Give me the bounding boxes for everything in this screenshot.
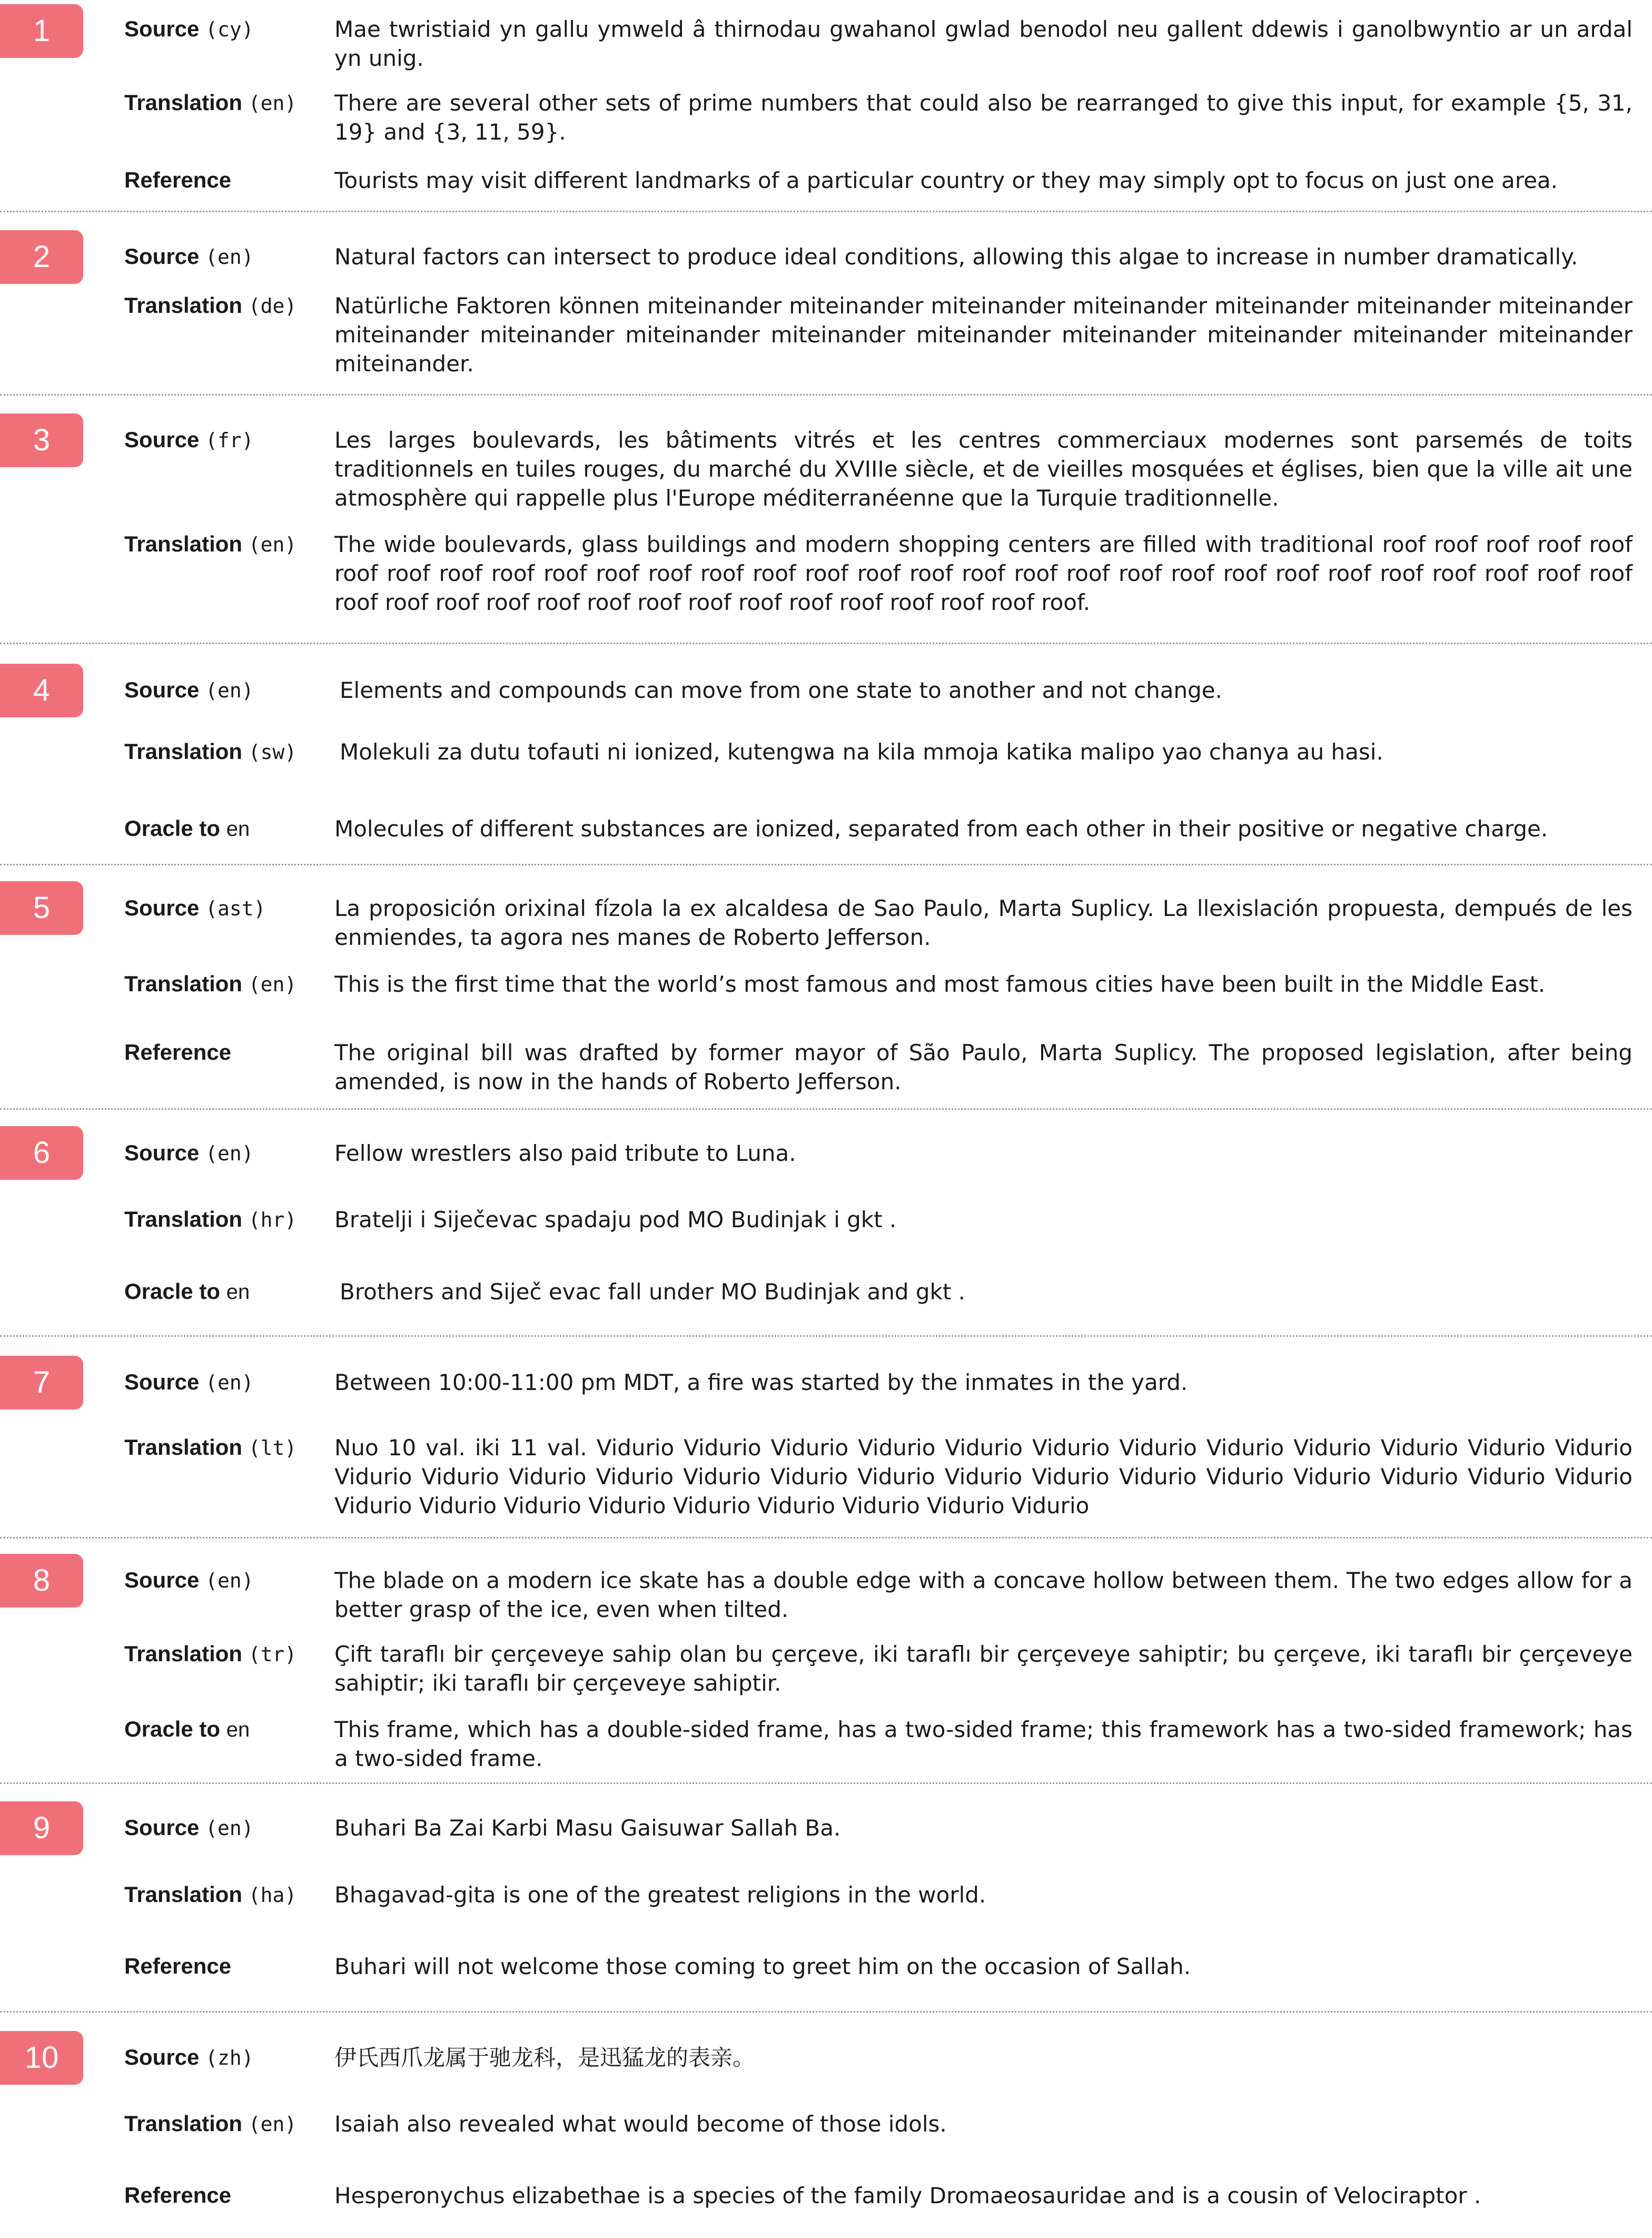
language-code: (en) xyxy=(205,1817,254,1840)
entry-number-badge: 8 xyxy=(0,1554,83,1608)
oracle-text: Brothers and Siječ evac fall under MO Budinjak and gkt . xyxy=(340,1279,965,1305)
row-label: Source (en) xyxy=(124,1567,254,1592)
language-code: (tr) xyxy=(248,1643,297,1666)
language-code: en xyxy=(226,817,250,841)
entry-divider xyxy=(0,394,1652,396)
entry-number-badge: 10 xyxy=(0,2031,83,2085)
language-code: (de) xyxy=(248,294,297,318)
entry-number-badge: 2 xyxy=(0,230,83,284)
language-code: (en) xyxy=(205,679,254,702)
reference-text: Hesperonychus elizabethae is a species of the family Dromaeosauridae and is a cousin of Velociraptor . xyxy=(334,2183,1481,2209)
entry-number-badge: 9 xyxy=(0,1801,83,1855)
language-code: (ast) xyxy=(205,897,266,920)
entry-divider xyxy=(0,1782,1652,1784)
entry-divider xyxy=(0,211,1652,212)
row-label: Oracle to en xyxy=(124,1717,250,1741)
language-code: (fr) xyxy=(205,429,254,452)
row-label: Source (en) xyxy=(124,677,254,702)
row-label: Translation (lt) xyxy=(124,1435,297,1460)
source-text: Elements and compounds can move from one state to another and not change. xyxy=(340,677,1223,703)
language-code: en xyxy=(226,1280,250,1304)
row-label: Translation (ha) xyxy=(124,1882,297,1907)
row-label: Source (fr) xyxy=(124,427,254,452)
row-label: Translation (sw) xyxy=(124,739,297,764)
entry-divider xyxy=(0,2011,1652,2013)
entry-divider xyxy=(0,864,1652,865)
language-code: (en) xyxy=(248,2113,297,2136)
translation-text: Bratelji i Siječevac spadaju pod MO Budinjak i gkt . xyxy=(334,1207,897,1233)
row-label: Source (en) xyxy=(124,1369,254,1394)
language-code: (lt) xyxy=(248,1436,297,1460)
row-label: Oracle to en xyxy=(124,816,250,841)
oracle-text: Molecules of different substances are ionized, separated from each other in their positive or negative charge. xyxy=(334,816,1548,842)
entry-divider xyxy=(0,1537,1652,1539)
entry-divider xyxy=(0,643,1652,644)
translation-text: This is the first time that the world’s most famous and most famous cities have been built in the Middle East. xyxy=(334,971,1546,997)
language-code: (en) xyxy=(248,533,297,556)
row-label: Reference xyxy=(124,1954,232,1978)
source-text: La proposición orixinal fízola la ex alcaldesa de Sao Paulo, Marta Suplicy. La llexislación propuesta, dempués de les enmiendes, ta agora nes manes de Roberto Jefferson. xyxy=(334,895,1633,950)
reference-text: Buhari will not welcome those coming to greet him on the occasion of Sallah. xyxy=(334,1954,1191,1979)
language-code: (en) xyxy=(205,1569,254,1592)
translation-text: Çift taraflı bir çerçeveye sahip olan bu çerçeve, iki taraflı bir çerçeveye sahiptir; bu çerçeve, iki taraflı bir çerçeveye sahiptir; iki taraflı bir çerçeveye sahiptir. xyxy=(334,1641,1633,1696)
language-code: (en) xyxy=(248,92,297,115)
translation-text: Nuo 10 val. iki 11 val. Vidurio Vidurio Vidurio Vidurio Vidurio Vidurio Vidurio Vidurio Vidurio Vidurio Vidurio Vidurio Vidurio Vidurio Vidurio Vidurio Vidurio Vidurio Vidurio Vidurio Vidurio Vidurio Vidurio Vidurio Vidurio Vidurio Vidurio Vidurio Vidurio Vidurio Vidurio Vidurio Vidurio Vidurio Vidurio Vidurio xyxy=(334,1435,1633,1519)
source-text: Between 10:00-11:00 pm MDT, a fire was started by the inmates in the yard. xyxy=(334,1369,1188,1395)
translation-text: Isaiah also revealed what would become of those idols. xyxy=(334,2111,947,2137)
row-label: Translation (hr) xyxy=(124,1207,297,1231)
source-text: 伊氏西爪龙属于驰龙科，是迅猛龙的表亲。 xyxy=(334,2045,755,2071)
row-label: Translation (de) xyxy=(124,293,297,318)
entry-number-badge: 3 xyxy=(0,413,83,467)
entry-number-badge: 7 xyxy=(0,1356,83,1409)
source-text: Les larges boulevards, les bâtiments vitrés et les centres commerciaux modernes sont parsemés de toits traditionnels en tuiles rouges, du marché du XVIIIe siècle, et de vieilles mosquées et églises, bien que la ville ait une atmosphère qui rappelle plus l'Europe méditerranéenne que la Turquie traditionnelle. xyxy=(334,427,1633,511)
source-text: The blade on a modern ice skate has a double edge with a concave hollow between them. The two edges allow for a better grasp of the ice, even when tilted. xyxy=(334,1567,1633,1622)
language-code: en xyxy=(226,1718,250,1741)
source-text: Mae twristiaid yn gallu ymweld â thirnodau gwahanol gwlad benodol neu gallent ddewis i ganolbwyntio ar un ardal yn unig. xyxy=(334,16,1633,71)
row-label: Reference xyxy=(124,2183,232,2207)
translation-text: Molekuli za dutu tofauti ni ionized, kutengwa na kila mmoja katika malipo yao chanya au hasi. xyxy=(340,739,1383,765)
entry-number-badge: 5 xyxy=(0,881,83,935)
language-code: (zh) xyxy=(205,2046,254,2069)
translation-text: There are several other sets of prime numbers that could also be rearranged to give this input, for example {5, 31, 19} and {3, 11, 59}. xyxy=(334,90,1633,145)
row-label: Translation (en) xyxy=(124,90,297,115)
translation-text: Bhagavad-gita is one of the greatest religions in the world. xyxy=(334,1882,986,1908)
row-label: Translation (tr) xyxy=(124,1641,297,1666)
row-label: Oracle to en xyxy=(124,1279,250,1304)
row-label: Source (en) xyxy=(124,1815,254,1840)
language-code: (en) xyxy=(205,1142,254,1165)
translation-text: Natürliche Faktoren können miteinander miteinander miteinander miteinander miteinander miteinander miteinander miteinander miteinander miteinander miteinander miteinander miteinander miteinander miteinander miteinander miteinander. xyxy=(334,293,1633,377)
entry-number-badge: 4 xyxy=(0,664,83,717)
reference-text: The original bill was drafted by former mayor of São Paulo, Marta Suplicy. The proposed legislation, after being amended, is now in the hands of Roberto Jefferson. xyxy=(334,1040,1633,1095)
source-text: Buhari Ba Zai Karbi Masu Gaisuwar Sallah Ba. xyxy=(334,1815,841,1841)
source-text: Natural factors can intersect to produce ideal conditions, allowing this algae to increase in number dramatically. xyxy=(334,244,1578,270)
entry-number-badge: 6 xyxy=(0,1126,83,1180)
language-code: (hr) xyxy=(248,1208,297,1231)
row-label: Translation (en) xyxy=(124,971,297,996)
row-label: Source (ast) xyxy=(124,895,266,920)
language-code: (cy) xyxy=(205,18,254,41)
translation-text: The wide boulevards, glass buildings and modern shopping centers are filled with traditional roof roof roof roof roof roof roof roof roof roof roof roof roof roof roof roof roof roof roof roof roof roof roof roof roof roof roof roof roof roof roof roof roof roof roof roof roof roof roof roof roof roof roof roof roof. xyxy=(334,531,1633,615)
row-label: Source (zh) xyxy=(124,2045,254,2069)
row-label: Translation (en) xyxy=(124,531,297,556)
row-label: Reference xyxy=(124,167,232,192)
language-code: (en) xyxy=(248,973,297,996)
source-text: Fellow wrestlers also paid tribute to Luna. xyxy=(334,1140,796,1166)
language-code: (en) xyxy=(205,1371,254,1394)
oracle-text: This frame, which has a double-sided frame, has a two-sided frame; this framework has a two-sided framework; has a two-sided frame. xyxy=(334,1717,1633,1771)
language-code: (en) xyxy=(205,245,254,269)
row-label: Reference xyxy=(124,1040,232,1064)
row-label: Translation (en) xyxy=(124,2111,297,2136)
entry-divider xyxy=(0,1335,1652,1337)
language-code: (sw) xyxy=(248,741,297,764)
row-label: Source (en) xyxy=(124,244,254,269)
entry-divider xyxy=(0,1108,1652,1110)
row-label: Source (en) xyxy=(124,1140,254,1165)
entry-number-badge: 1 xyxy=(0,4,83,58)
reference-text: Tourists may visit different landmarks of a particular country or they may simply opt to focus on just one area. xyxy=(334,167,1558,193)
language-code: (ha) xyxy=(248,1884,297,1907)
row-label: Source (cy) xyxy=(124,16,254,41)
